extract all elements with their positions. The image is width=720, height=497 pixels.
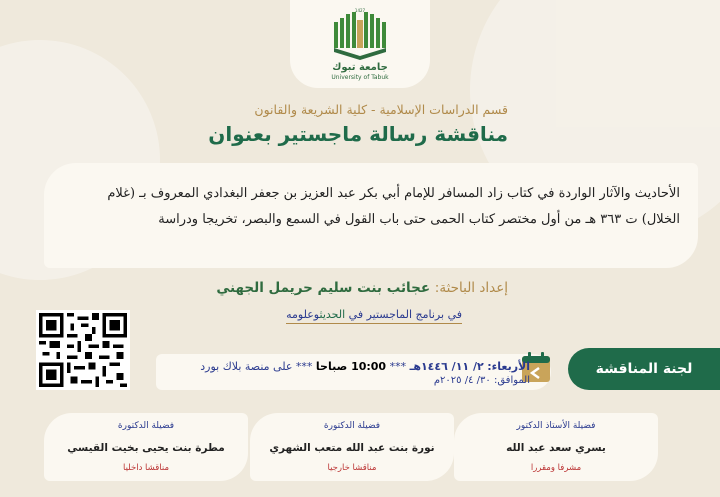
committee-member-card	[44, 413, 248, 481]
member-role: مشرفا ومقررا	[530, 463, 582, 473]
member-title: فضيلة الأستاذ الدكتور	[516, 421, 596, 431]
member-name: مطرة بنت يحيى بخيت القيسي	[67, 442, 225, 454]
university-emblem-icon	[332, 8, 388, 60]
qr-code[interactable]	[36, 310, 130, 390]
qr-code-icon	[39, 313, 127, 387]
department-label: قسم الدراسات الإسلامية - كلية الشريعة والقانون	[254, 102, 508, 117]
program-suffix: وعلومه	[286, 308, 320, 321]
gregorian-date: ٣٠/ ٤/ ٢٠٢٥م	[433, 375, 491, 386]
member-name: يسري سعد عبد الله	[506, 442, 606, 454]
day-label: الأربعاء:	[487, 360, 530, 373]
member-title: فضيلة الدكتورة	[117, 421, 175, 431]
logo-name-english: University of Tabuk	[331, 73, 389, 81]
committee-member-card	[454, 413, 658, 481]
hijri-date: ٢/ ١١/ ١٤٤٦هـ	[409, 360, 484, 373]
logo-name-arabic: جامعة تبوك	[332, 61, 388, 73]
schedule-line	[130, 360, 530, 373]
page-title: مناقشة رسالة ماجستير بعنوان	[208, 122, 508, 146]
member-role: مناقشا خارجيا	[327, 463, 377, 473]
university-logo	[290, 0, 430, 88]
logo-year-top: 1427	[354, 7, 366, 13]
member-role: مناقشا داخليا	[122, 463, 169, 473]
gregorian-date-line	[230, 375, 530, 386]
committee-label: لجنة المناقشة	[568, 348, 720, 390]
member-title: فضيلة الدكتورة	[323, 421, 381, 431]
researcher-label: إعداد الباحثة:	[434, 280, 508, 296]
member-name: نورة بنت عبد الله متعب الشهري	[269, 442, 435, 454]
researcher-name: عجائب بنت سليم حريمل الجهني	[216, 280, 431, 296]
researcher-line	[188, 280, 508, 296]
thesis-title: الأحاديث والآثار الواردة في كتاب زاد المسافر للإمام أبي بكر عبد العزيز بن جعفر البغدادي المعروف بـ (غلام الخلال) ت ٣٦٣ هـ من أول مختصر كتاب الحمى حتى باب القول في السمع والبصر، تخريجا ودراسة	[107, 186, 680, 227]
program-line	[286, 308, 462, 324]
separator: ***	[295, 360, 313, 373]
platform: على منصة بلاك بورد	[200, 360, 293, 373]
program-field: الحديث	[319, 308, 346, 321]
gregorian-label: الموافق:	[493, 375, 530, 386]
program-prefix: في برنامج الماجستير في	[348, 308, 462, 321]
time: 10:00 صباحا	[315, 360, 387, 373]
separator: ***	[389, 360, 407, 373]
committee-member-card	[250, 413, 454, 481]
logo-year-bottom: 2006	[354, 49, 366, 55]
thesis-title-box	[44, 163, 698, 268]
